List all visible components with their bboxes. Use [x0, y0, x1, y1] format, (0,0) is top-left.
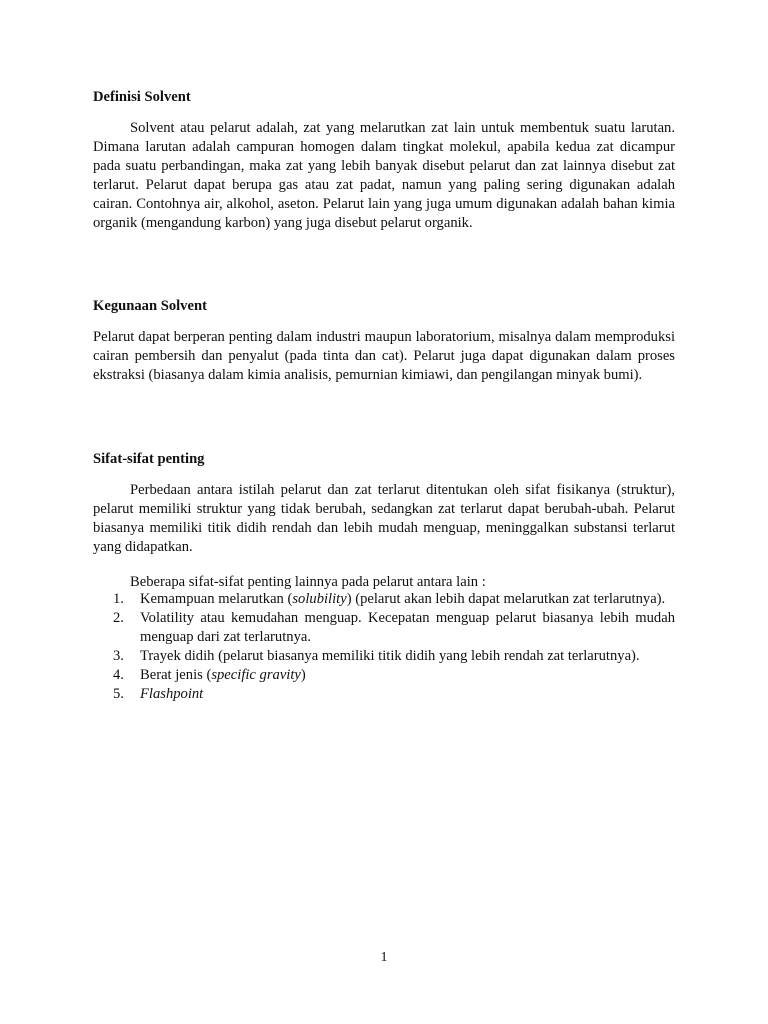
list-item-number: 5.: [113, 686, 124, 702]
paragraph-kegunaan: Pelarut dapat berperan penting dalam industri maupun laboratorium, misalnya dalam memproduksi cairan pembersih dan penyalut (pada tinta dan cat). Pelarut juga dapat digunakan dalam proses ekstraksi (biasanya dalam kimia analisis, pemurnian kimiawi, dan pengilangan minyak bumi).: [93, 329, 675, 383]
list-item: [93, 647, 675, 666]
list-item: [93, 590, 675, 609]
list-item-italic: solubility: [292, 591, 347, 607]
document-page: [93, 0, 675, 1024]
list-item-italic: specific gravity: [211, 667, 301, 683]
list-intro: Beberapa sifat-sifat penting lainnya pada pelarut antara lain :: [130, 574, 486, 590]
page-number: 1: [380, 950, 388, 965]
list-item-number: 2.: [113, 610, 124, 626]
heading-kegunaan-solvent: Kegunaan Solvent: [93, 298, 207, 314]
list-item-number: 1.: [113, 591, 124, 607]
list-item-text: Volatility atau kemudahan menguap. Kecepatan menguap pelarut biasanya lebih mudah menguap dari zat terlarutnya.: [140, 610, 675, 645]
list-item-text: Kemampuan melarutkan (: [140, 591, 293, 607]
list-item: [93, 666, 675, 685]
heading-sifat-penting: Sifat-sifat penting: [93, 451, 205, 467]
list-item: [93, 609, 675, 647]
list-item: [93, 685, 675, 704]
list-item-text: Berat jenis (: [140, 667, 212, 683]
list-item-number: 4.: [113, 667, 124, 683]
list-item-number: 3.: [113, 648, 124, 664]
list-item-text: Trayek didih (pelarut biasanya memiliki titik didih yang lebih rendah zat terlarutnya).: [140, 648, 640, 664]
properties-list: [93, 590, 675, 704]
paragraph-sifat: Perbedaan antara istilah pelarut dan zat terlarut ditentukan oleh sifat fisikanya (struktur), pelarut memiliki struktur yang tidak berubah, sedangkan zat terlarut dapat berubah-ubah. Pelarut biasanya memiliki titik didih rendah dan lebih mudah menguap, meninggalkan substansi terlarut yang didapatkan.: [93, 482, 675, 555]
list-item-text-after: ) (pelarut akan lebih dapat melarutkan zat terlarutnya).: [346, 591, 666, 607]
paragraph-definisi: Solvent atau pelarut adalah, zat yang melarutkan zat lain untuk membentuk suatu larutan. Dimana larutan adalah campuran homogen dalam tingkat molekul, apabila kedua zat dicampur pada suatu perbandingan, maka zat yang lebih banyak disebut pelarut dan zat lainnya disebut zat terlarut. Pelarut dapat berupa gas atau zat padat, namun yang paling sering digunakan adalah cairan. Contohnya air, alkohol, aseton. Pelarut lain yang juga umum digunakan adalah bahan kimia organik (mengandung karbon) yang juga disebut pelarut organik.: [93, 120, 675, 231]
heading-definisi-solvent: Definisi Solvent: [93, 89, 191, 105]
list-item-italic: Flashpoint: [140, 686, 204, 702]
list-item-text-after: ): [300, 667, 306, 683]
